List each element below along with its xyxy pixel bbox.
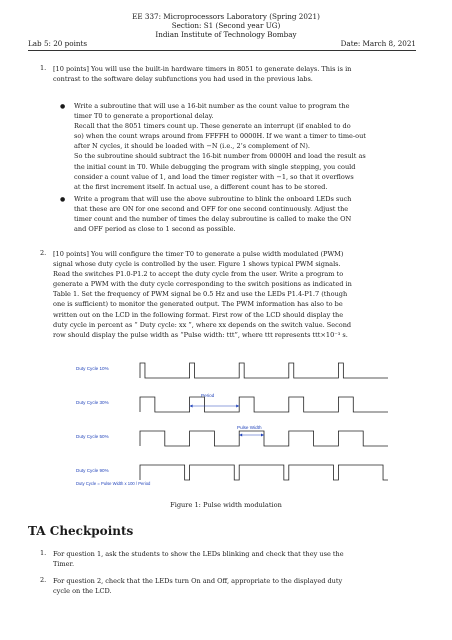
q1-bullet2-line: Write a program that will use the above subroutine to blink the onboard LEDs such <box>74 195 352 203</box>
institute-name: Indian Institute of Technology Bombay <box>155 30 297 39</box>
q2-number: 2. <box>40 249 47 257</box>
bullet-icon: ● <box>60 196 66 203</box>
section-line: Section: S1 (Second year UG) <box>171 21 281 30</box>
pwm-waveform-50 <box>140 431 388 446</box>
pwm-waveform-10 <box>140 363 388 378</box>
q2-line: one is sufficient) to monitor the generated output. The PWM information has also to be <box>53 300 343 309</box>
period-arrow-right-icon <box>236 405 239 408</box>
duty-label-30: Duty Cycle 30% <box>76 400 109 405</box>
q2-line: Read the switches P1.0-P1.2 to accept the duty cycle from the user. Write a program to <box>53 270 344 279</box>
ta-item2 <box>53 576 416 596</box>
period-label: Period <box>201 393 215 398</box>
ta-item1-line: For question 1, ask the students to show the LEDs blinking and check that they use the <box>53 550 344 558</box>
q1-bullet2-line: that these are ON for one second and OFF for one second continuously. Adjust the <box>74 205 349 214</box>
q1-bullet1-line: Write a subroutine that will use a 16-bit number as the count value to program the <box>74 102 350 110</box>
q1-line: contrast to the software delay subfunctions you had used in the previous labs. <box>53 75 313 84</box>
q1-bullet1-line: the initial count in T0. While debugging the program with single stepping, you could <box>74 162 356 171</box>
course-title: EE 337: Microprocessors Laboratory (Spring 2021) <box>132 12 320 21</box>
q2-line: generate a PWM with the duty cycle corresponding to the switch positions as indicated in <box>53 280 352 289</box>
bullet-icon: ● <box>60 103 66 110</box>
q1-number: 1. <box>40 64 47 72</box>
q1-bullet1-line: at the first increment itself. In actual use, a different count has to be stored. <box>74 182 328 191</box>
q1-bullet1-line: Recall that the 8051 timers count up. These generate an interrupt (if enabled to do <box>74 122 351 131</box>
ta-checkpoints-title: TA Checkpoints <box>28 524 134 538</box>
period-arrow-left-icon <box>190 405 193 408</box>
pwm-waveform-30 <box>140 397 388 412</box>
pulse-width-label: Pulse Width <box>237 425 262 430</box>
ta-item1-line: Timer. <box>53 560 75 569</box>
ta-item2-line: For question 2, check that the LEDs turn On and Off, appropriate to the displayed duty <box>53 577 343 585</box>
q2-line: [10 points] You will configure the timer T0 to generate a pulse width modulated (PWM) <box>53 250 344 258</box>
pulse-width-arrow-right-icon <box>261 434 264 437</box>
ta-item1 <box>53 549 416 569</box>
q1-bullet1-line: So the subroutine should subtract the 16-bit number from 0000H and load the result as <box>74 152 366 161</box>
pulse-width-arrow-left-icon <box>239 434 242 437</box>
q1-bullet2-line: and OFF period as close to 1 second as possible. <box>74 225 236 234</box>
q2-line: written out on the LCD in the following format. First row of the LCD should display the <box>53 310 344 319</box>
q1-bullet1-line: consider a count value of 1, and load the timer register with −1, so that it overflows <box>74 172 354 181</box>
ta-item1-number: 1. <box>40 549 47 557</box>
duty-formula: Duty Cycle = Pulse Width x 100 / Period <box>76 481 151 486</box>
q1-bullet1-line: after N cycles, it should be loaded with −N (i.e., 2’s complement of N). <box>74 142 310 151</box>
q2-line: Table 1. Set the frequency of PWM signal be 0.5 Hz and use the LEDs P1.4-P1.7 (though <box>53 290 348 299</box>
duty-label-90: Duty Cycle 90% <box>76 468 109 473</box>
duty-label-10: Duty Cycle 10% <box>76 366 109 371</box>
q2-line: signal whose duty cycle is controlled by the user. Figure 1 shows typical PWM signals. <box>53 260 341 269</box>
q1-bullet2-line: timer count and the number of times the delay subroutine is called to make the ON <box>74 215 352 224</box>
lab-date: Date: March 8, 2021 <box>340 39 416 48</box>
ta-item2-line: cycle on the LCD. <box>53 587 112 596</box>
q1-bullet1-line: timer T0 to generate a proportional delay. <box>74 112 214 121</box>
q2-line: duty cycle in percent as “ Duty cycle: xx ”, where xx depends on the switch value. Second <box>53 320 352 329</box>
pwm-waveform-90 <box>140 465 388 480</box>
q2-line: row should display the pulse width as “Pulse width: ttt”, where ttt represents ttt×10⁻³ s. <box>53 330 348 339</box>
lab-points: Lab 5: 20 points <box>28 39 88 48</box>
ta-item2-number: 2. <box>40 576 47 584</box>
q1-line: [10 points] You will use the built-in hardware timers in 8051 to generate delays. This is in <box>53 65 352 73</box>
figure-caption: Figure 1: Pulse width modulation <box>170 501 282 509</box>
q1-bullet1-line: so) when the count wraps around from FFFFH to 0000H. If we want a timer to time-out <box>74 132 366 141</box>
duty-label-50: Duty Cycle 50% <box>76 434 109 439</box>
